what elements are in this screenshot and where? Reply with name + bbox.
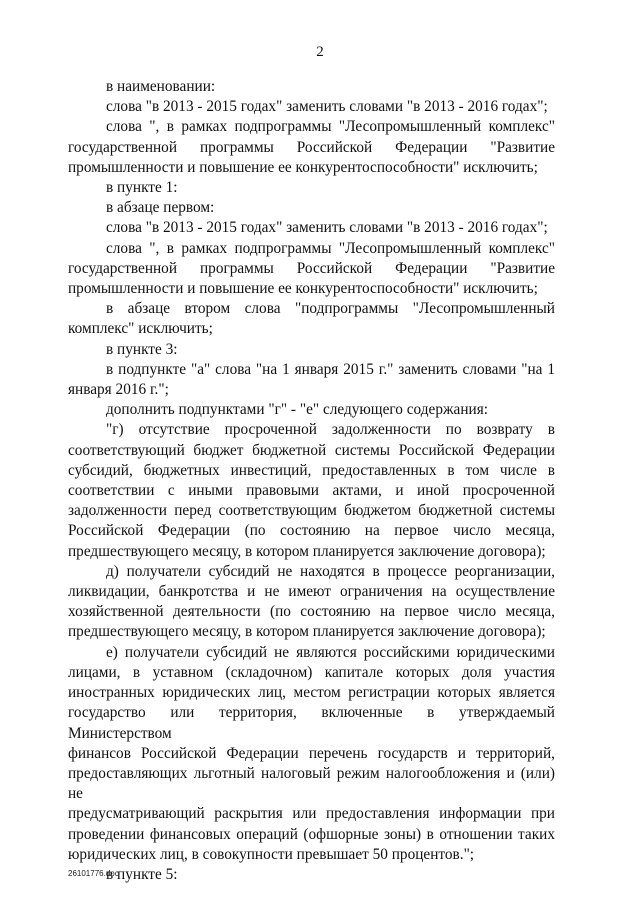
paragraph — [68, 643, 555, 865]
paragraph — [68, 178, 555, 198]
paragraph — [68, 865, 555, 885]
text-line: в пункте 1: — [106, 179, 178, 197]
text-line: предоставляющих льготный налоговый режим налогообложения и (или) не — [68, 764, 555, 803]
paragraph — [68, 198, 555, 218]
paragraph — [68, 420, 555, 561]
paragraph — [68, 562, 555, 643]
text-line: в наименовании: — [106, 78, 216, 95]
document-body — [68, 77, 555, 885]
document-file-code: 26101776.doc — [68, 869, 119, 878]
text-line: слова ", в рамках подпрограммы "Лесопромышленный комплекс" — [106, 118, 555, 136]
paragraph — [68, 97, 555, 117]
text-line: д) получатели субсидий не находятся в процессе реорганизации, — [106, 562, 555, 580]
text-line: лицами, в уставном (складочном) капитале которых доля участия — [68, 663, 555, 681]
text-line: в пункте 5: — [106, 865, 178, 883]
text-line: государственной программы Российской Федерации "Развитие — [68, 138, 555, 156]
text-line: слова ", в рамках подпрограммы "Лесопромышленный комплекс" — [106, 239, 555, 257]
paragraph — [68, 218, 555, 238]
text-line: финансов Российской Федерации перечень государств и территорий, — [68, 744, 555, 762]
text-line: государство или территория, включенные в утверждаемый Министерством — [68, 704, 555, 742]
text-line: соответствующий бюджет бюджетной системы Российской Федерации — [68, 441, 555, 459]
text-line: задолженности перед соответствующим бюджетом бюджетной системы — [68, 502, 555, 520]
text-line: в абзаце втором слова "подпрограммы "Лесопромышленный — [106, 300, 555, 318]
text-line: января 2016 г."; — [68, 381, 169, 399]
text-line: в абзаце первом: — [106, 199, 215, 217]
text-line: дополнить подпунктами "г" - "е" следующего содержания: — [106, 401, 488, 419]
text-line: государственной программы Российской Федерации "Развитие — [68, 259, 555, 277]
text-line: соответствии с иными правовыми актами, и иной просроченной — [68, 482, 555, 500]
paragraph — [68, 400, 555, 420]
text-line: ликвидации, банкротства и не имеют ограничения на осуществление — [68, 583, 555, 601]
text-line: иностранных юридических лиц, местом регистрации которых является — [68, 684, 555, 702]
text-line: предшествующего месяцу, в котором планируется заключение договора); — [68, 623, 546, 641]
text-line: юридических лиц, в совокупности превышает 50 процентов."; — [68, 845, 475, 863]
paragraph — [68, 299, 555, 339]
text-line: в подпункте "а" слова "на 1 января 2015 г." заменить словами "на 1 — [106, 360, 555, 378]
text-line: промышленности и повышение ее конкурентоспособности" исключить; — [68, 280, 538, 298]
text-line: предшествующего месяцу, в котором планируется заключение договора); — [68, 542, 546, 560]
text-line: "г) отсутствие просроченной задолженности по возврату в — [106, 421, 555, 439]
paragraph — [68, 239, 555, 300]
text-line: е) получатели субсидий не являются российскими юридическими — [106, 643, 555, 661]
text-line: комплекс" исключить; — [68, 320, 213, 338]
paragraph — [68, 340, 555, 360]
paragraph — [68, 77, 555, 97]
text-line: в пункте 3: — [106, 340, 178, 358]
paragraph — [68, 117, 555, 178]
text-line: проведении финансовых операций (офшорные зоны) в отношении таких — [68, 825, 555, 843]
paragraph — [68, 360, 555, 400]
page-number: 2 — [316, 44, 324, 60]
text-line: промышленности и повышение ее конкурентоспособности" исключить; — [68, 158, 538, 176]
text-line: слова "в 2013 - 2015 годах" заменить словами "в 2013 - 2016 годах"; — [106, 98, 548, 116]
text-line: хозяйственной деятельности (по состоянию на первое число месяца, — [68, 603, 555, 621]
text-line: субсидий, бюджетных инвестиций, предоставленных в том числе в — [68, 461, 555, 479]
text-line: предусматривающий раскрытия или предоставления информации при — [68, 805, 555, 823]
text-line: Российской Федерации (по состоянию на первое число месяца, — [68, 522, 555, 540]
text-line: слова "в 2013 - 2015 годах" заменить словами "в 2013 - 2016 годах"; — [106, 219, 548, 237]
